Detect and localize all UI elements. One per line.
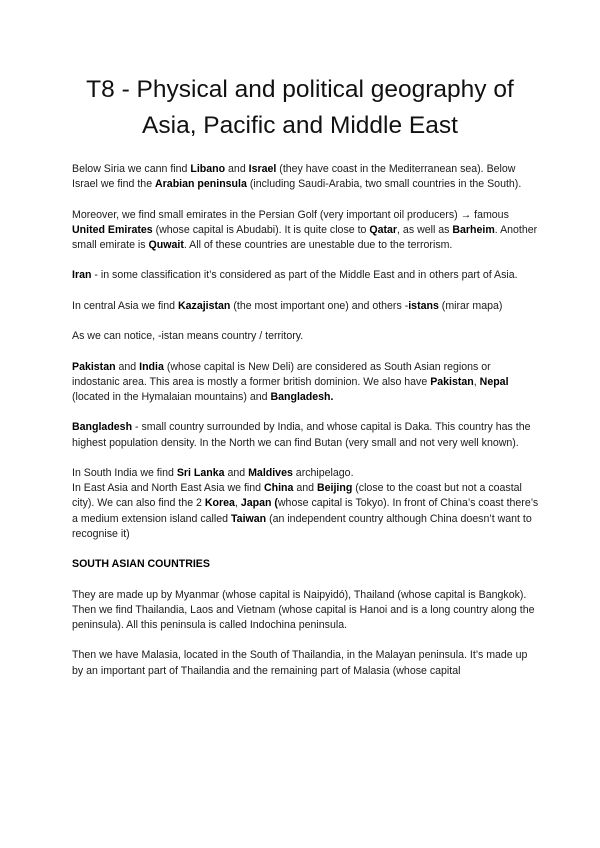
- section-heading: [72, 557, 540, 572]
- text-run: Moreover, we find small emirates in the Persian Golf (very important oil producers) → famous: [72, 208, 509, 221]
- text-run: ,: [234, 497, 241, 510]
- text-run: Below Siria we cann find: [72, 163, 191, 175]
- paragraph: [72, 420, 540, 450]
- bold-term: SOUTH ASIAN COUNTRIES: [72, 558, 210, 571]
- bold-term: Barheim: [452, 223, 495, 236]
- bold-term: Bangladesh.: [270, 390, 334, 403]
- paragraph: [72, 481, 540, 542]
- text-run: As we can notice, -istan means country / territory.: [72, 330, 304, 343]
- text-run: archipelago.: [292, 466, 354, 479]
- bold-term: Nepal: [479, 375, 509, 388]
- bold-term: Kazajistan: [178, 299, 231, 312]
- document-title: [40, 72, 560, 144]
- bold-term: Quwait: [148, 239, 184, 251]
- bold-term: Pakistan: [430, 375, 474, 388]
- text-run: (they have coast in the Mediterranean sea). Below Israel we find the: [72, 163, 516, 191]
- text-run: (an independent country although China doesn’t want to recognise it): [72, 512, 532, 540]
- paragraph: [72, 299, 540, 314]
- paragraph: [72, 466, 540, 481]
- text-run: Then we have Malasia, located in the South of Thailandia, in the Malayan peninsula. It’s made up by an important part of Thailandia and the remaining part of Malasia (whose capital: [72, 649, 528, 677]
- bold-term: Qatar: [369, 223, 398, 236]
- paragraph: [72, 208, 540, 254]
- text-run: In East Asia and North East Asia we find: [72, 482, 264, 495]
- title-line-2: Asia, Pacific and Middle East: [142, 112, 458, 139]
- text-run: (whose capital is New Deli) are considered as South Asian regions or indostanic area. This area is mostly a former british dominion. We also have: [72, 360, 491, 388]
- document-body: [72, 162, 540, 694]
- text-run: (including Saudi-Arabia, two small countries in the South).: [246, 178, 522, 191]
- bold-term: China: [263, 482, 294, 495]
- text-run: and: [115, 360, 140, 373]
- text-run: and: [225, 163, 249, 175]
- text-run: and: [224, 466, 249, 479]
- text-run: . All of these countries are unestable due to the terrorism.: [183, 239, 453, 251]
- bold-term: Pakistan: [72, 360, 116, 373]
- paragraph: [72, 162, 540, 192]
- paragraph: [72, 268, 540, 283]
- text-run: In central Asia we find: [72, 299, 178, 312]
- text-run: and: [293, 482, 317, 495]
- bold-term: istans: [408, 299, 439, 312]
- text-run: - in some classification it’s considered as part of the Middle East and in others part of Asia.: [91, 269, 518, 282]
- bold-term: Taiwan: [231, 512, 267, 525]
- bold-term: Arabian peninsula: [155, 178, 247, 191]
- text-run: (located in the Hymalaian mountains) and: [72, 390, 271, 403]
- bold-term: Korea: [204, 497, 235, 510]
- bold-term: Libano: [190, 163, 226, 175]
- paragraph: [72, 588, 540, 634]
- title-line-1: T8 - Physical and political geography of: [86, 76, 514, 103]
- text-run: whose capital is Tokyo). In front of China’s coast there’s a medium extension island called: [72, 497, 539, 525]
- bold-term: United Emirates: [72, 223, 153, 236]
- text-run: (close to the coast but not a coastal city). We can also find the 2: [72, 482, 522, 510]
- text-run: ,: [473, 375, 480, 388]
- paragraph: [72, 648, 540, 678]
- paragraph: [72, 329, 540, 344]
- text-run: , as well as: [397, 223, 453, 236]
- bold-term: Israel: [248, 163, 277, 175]
- text-run: (whose capital is Abudabi). It is quite close to: [152, 223, 370, 236]
- text-run: (the most important one) and others -: [230, 299, 409, 312]
- text-run: In South India we find: [72, 466, 177, 479]
- bold-term: Japan (: [240, 497, 278, 510]
- bold-term: Beijing: [316, 482, 353, 495]
- paragraph: [72, 360, 540, 406]
- bold-term: Maldives: [248, 466, 293, 479]
- text-run: (mirar mapa): [438, 299, 503, 312]
- text-run: - small country surrounded by India, and whose capital is Daka. This country has the highest population density. In the North we can find Butan (very small and not very well known).: [72, 421, 531, 449]
- bold-term: Iran: [72, 269, 92, 282]
- bold-term: Bangladesh: [72, 421, 133, 434]
- bold-term: India: [139, 360, 164, 373]
- text-run: They are made up by Myanmar (whose capital is Naipyidó), Thailand (whose capital is Bangkok). Then we find Thailandia, Laos and Vietnam (whose capital is Hanoi and is a long country along the peninsula). All this peninsula is called Indochina peninsula.: [72, 588, 535, 631]
- text-run: . Another small emirate is: [72, 223, 538, 251]
- bold-term: Sri Lanka: [176, 466, 225, 479]
